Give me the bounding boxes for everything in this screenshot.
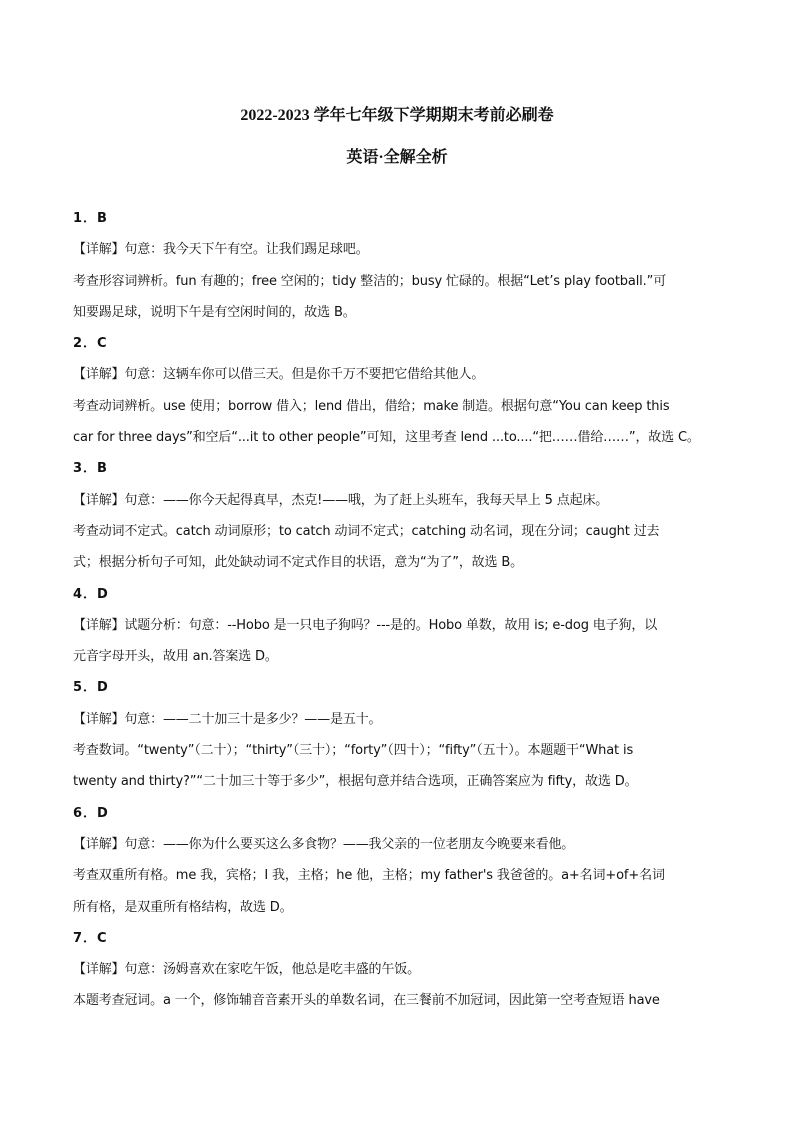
- text-line: 【详解】句意：汤姆喜欢在家吃午饭，他总是吃丰盛的午饭。: [73, 962, 420, 978]
- text-line: 考查动词不定式。catch 动词原形；to catch 动词不定式；catching 动名词，现在分词；caught 过去: [73, 523, 660, 539]
- text-line: 【详解】句意：——你今天起得真早，杰克!——哦，为了赶上头班车，我每天早上 5 点起床。: [73, 492, 609, 508]
- text-line: 考查动词辨析。use 使用；borrow 借入；lend 借出，借给；make 制造。根据句意“You can keep this: [73, 398, 670, 414]
- document-title: 2022-2023 学年七年级下学期期末考前必刷卷: [240, 107, 554, 124]
- question-number: 3．B: [73, 461, 108, 477]
- question-number: 5．D: [73, 680, 109, 696]
- text-line: car for three days”和空后“...it to other people”可知，这里考查 lend ...to....“把……借给……”，故选 C。: [73, 430, 700, 446]
- text-line: 【详解】句意：——你为什么要买这么多食物？——我父亲的一位老朋友今晚要来看他。: [73, 836, 575, 852]
- text-line: 【详解】句意：这辆车你可以借三天。但是你千万不要把它借给其他人。: [73, 367, 485, 383]
- text-line: 考查形容词辨析。fun 有趣的；free 空闲的；tidy 整洁的；busy 忙碌的。根据“Let’s play football.”可: [73, 273, 667, 289]
- text-line: 考查双重所有格。me 我，宾格；I 我，主格；he 他，主格；my father's 我爸爸的。a+名词+of+名词: [73, 868, 665, 884]
- question-number: 7．C: [73, 930, 108, 946]
- text-line: 考查数词。“twenty”（二十）；“thirty”（三十）；“forty”（四十）；“fifty”（五十）。本题题干“What is: [73, 743, 634, 759]
- question-number: 6．D: [73, 805, 109, 821]
- text-line: 【详解】句意：我今天下午有空。让我们踢足球吧。: [73, 242, 369, 258]
- text-line: 式；根据分析句子可知，此处缺动词不定式作目的状语，意为“为了”，故选 B。: [73, 555, 523, 571]
- text-line: twenty and thirty?”“二十加三十等于多少”，根据句意并结合选项，正确答案应为 fifty，故选 D。: [73, 774, 638, 790]
- question-number: 1．B: [73, 211, 108, 226]
- question-number: 2．C: [73, 336, 108, 352]
- text-line: 本题考查冠词。a 一个，修饰辅音音素开头的单数名词，在三餐前不加冠词，因此第一空考查短语 have: [73, 993, 660, 1009]
- document-subtitle: 英语·全解全析: [346, 149, 448, 166]
- answer-body: [73, 203, 700, 1017]
- text-line: 【详解】句意：——二十加三十是多少？——是五十。: [73, 711, 382, 727]
- text-line: 所有格，是双重所有格结构，故选 D。: [73, 899, 293, 915]
- text-line: 【详解】试题分析：句意：--Hobo 是一只电子狗吗？---是的。Hobo 单数，故用 is; e-dog 电子狗，以: [73, 617, 658, 633]
- text-line: 元音字母开头，故用 an.答案选 D。: [73, 649, 278, 665]
- question-number: 4．D: [73, 586, 109, 602]
- text-line: 知要踢足球，说明下午是有空闲时间的，故选 B。: [73, 304, 356, 320]
